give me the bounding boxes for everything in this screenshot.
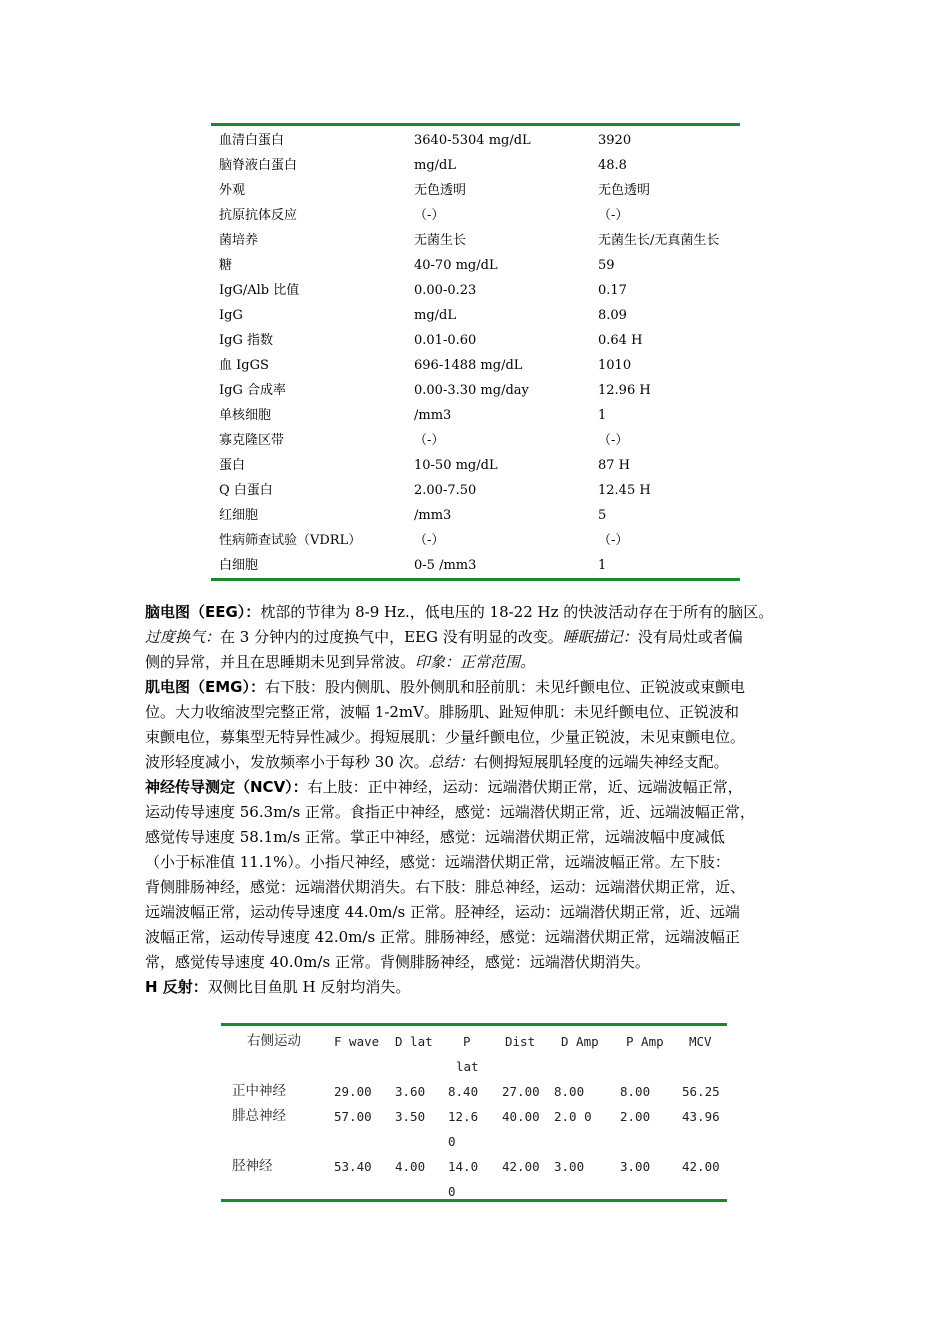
ncv-heading: 神经传导测定（NCV）： [145, 778, 308, 796]
table-row [211, 403, 740, 428]
f-wave-value: 29.00 [334, 1084, 372, 1099]
result-value: 1 [598, 408, 607, 423]
test-name: 白细胞 [219, 558, 259, 573]
ncv-line-2: 运动传导速度 56.3m/s 正常。食指正中神经，感觉：远端潜伏期正常，近、远端波幅正常， [145, 803, 755, 821]
p-amp-value: 8.00 [620, 1084, 651, 1099]
result-value: 8.09 [598, 308, 627, 323]
table-row [211, 553, 740, 578]
test-name: IgG [219, 308, 243, 323]
result-value: 12.96 H [598, 383, 651, 398]
p-lat-value: 12.6 [448, 1109, 479, 1124]
mcv-value: 42.00 [682, 1159, 720, 1174]
column-header: F wave [334, 1034, 380, 1049]
test-name: 单核细胞 [219, 408, 272, 423]
table-row [211, 478, 740, 503]
eeg-line-1: 脑电图（EEG）：枕部的节律为 8-9 Hz.，低电压的 18-22 Hz 的快波活动存在于所有的脑区。 [145, 603, 774, 621]
column-header: P [463, 1034, 471, 1049]
result-value: 87 H [598, 458, 631, 473]
reference-range: 0.00-0.23 [414, 283, 477, 298]
result-value: （-） [598, 533, 629, 548]
p-lat-value-continued: 0 [448, 1134, 456, 1149]
d-lat-value: 3.50 [395, 1109, 426, 1124]
table-row [211, 303, 740, 328]
table-row [211, 278, 740, 303]
p-amp-value: 3.00 [620, 1159, 651, 1174]
reference-range: （-） [414, 208, 445, 223]
d-amp-value: 3.00 [554, 1159, 585, 1174]
emg-line-3: 束颤电位，募集型无特异性减少。拇短展肌：少量纤颤电位，少量正锐波，未见束颤电位。 [145, 728, 746, 746]
d-lat-value: 3.60 [395, 1084, 426, 1099]
eeg-line-2: 过度换气：在 3 分钟内的过度换气中，EEG 没有明显的改变。睡眠描记：没有局灶或者偏 [145, 628, 743, 646]
result-value: 3920 [598, 133, 632, 148]
test-name: IgG 指数 [219, 333, 273, 348]
reference-range: 3640-5304 mg/dL [414, 133, 531, 148]
p-lat-value: 14.0 [448, 1159, 479, 1174]
p-lat-value: 8.40 [448, 1084, 479, 1099]
d-amp-value: 2.0 0 [554, 1109, 592, 1124]
column-header: 右侧运动 [247, 1033, 301, 1049]
p-lat-value-continued: 0 [448, 1184, 456, 1199]
nerve-name: 腓总神经 [232, 1108, 286, 1124]
eeg-line-3: 侧的异常，并且在思睡期未见到异常波。印象：正常范围。 [145, 653, 536, 671]
nerve-name: 胫神经 [232, 1158, 273, 1174]
reference-range: 10-50 mg/dL [414, 458, 498, 473]
test-name: 性病筛查试验（VDRL） [219, 533, 362, 548]
mcv-value: 56.25 [682, 1084, 720, 1099]
f-wave-value: 57.00 [334, 1109, 372, 1124]
column-header: P Amp [626, 1034, 664, 1049]
table-row [211, 153, 740, 178]
reference-range: 40-70 mg/dL [414, 258, 498, 273]
test-name: IgG/Alb 比值 [219, 283, 300, 298]
column-header-continued: lat [456, 1059, 479, 1074]
reference-range: （-） [414, 433, 445, 448]
ncv-line-6: 远端波幅正常，运动传导速度 44.0m/s 正常。胫神经，运动：远端潜伏期正常，近、远端 [145, 903, 740, 921]
reference-range: mg/dL [414, 158, 456, 173]
column-header: D Amp [561, 1034, 599, 1049]
ncv-line-1: 神经传导测定（NCV）：右上肢：正中神经，运动：远端潜伏期正常，近、远端波幅正常， [145, 778, 743, 796]
test-name: 糖 [219, 258, 233, 273]
test-name: IgG 合成率 [219, 383, 286, 398]
table-row [211, 203, 740, 228]
dist-value: 27.00 [502, 1084, 540, 1099]
table-row [211, 228, 740, 253]
emg-heading: 肌电图（EMG）： [145, 678, 265, 696]
column-header: Dist [505, 1034, 536, 1049]
findings-text [145, 600, 815, 1000]
summary-label: 总结： [428, 753, 474, 771]
test-name: 寡克隆区带 [219, 433, 285, 448]
ncv-line-5: 背侧腓肠神经，感觉：远端潜伏期消失。右下肢：腓总神经，运动：远端潜伏期正常，近、 [145, 878, 746, 896]
result-value: 5 [598, 508, 607, 523]
d-lat-value: 4.00 [395, 1159, 426, 1174]
test-name: 血 IgGS [219, 358, 269, 373]
h-reflex-heading: H 反射： [145, 978, 208, 996]
test-name: 红细胞 [219, 508, 259, 523]
h-reflex-line: H 反射：双侧比目鱼肌 H 反射均消失。 [145, 978, 411, 996]
sleep-label: 睡眠描记： [562, 628, 638, 646]
motor-conduction-table [221, 1023, 727, 1202]
impression-label: 印象：正常范围。 [415, 653, 536, 671]
test-name: 血清白蛋白 [219, 133, 285, 148]
eeg-heading: 脑电图（EEG）： [145, 603, 261, 621]
dist-value: 40.00 [502, 1109, 540, 1124]
table-row [211, 453, 740, 478]
reference-range: mg/dL [414, 308, 456, 323]
test-name: 脑脊液白蛋白 [219, 158, 298, 173]
result-value: （-） [598, 208, 629, 223]
column-header: MCV [689, 1034, 712, 1049]
result-value: 无色透明 [598, 183, 651, 198]
reference-range: （-） [414, 533, 445, 548]
test-name: Q 白蛋白 [219, 483, 273, 498]
table-row [211, 503, 740, 528]
result-value: 1 [598, 558, 607, 573]
test-name: 蛋白 [219, 458, 246, 473]
table-row [211, 128, 740, 153]
test-name: 抗原抗体反应 [219, 208, 298, 223]
reference-range: 0-5 /mm3 [414, 558, 477, 573]
mcv-value: 43.96 [682, 1109, 720, 1124]
reference-range: 0.00-3.30 mg/day [414, 383, 529, 398]
result-value: 无菌生长/无真菌生长 [598, 233, 720, 248]
dist-value: 42.00 [502, 1159, 540, 1174]
table-row [211, 378, 740, 403]
result-value: 48.8 [598, 158, 627, 173]
result-value: 0.17 [598, 283, 627, 298]
test-name: 菌培养 [219, 233, 259, 248]
column-header: D lat [395, 1034, 433, 1049]
d-amp-value: 8.00 [554, 1084, 585, 1099]
result-value: 59 [598, 258, 615, 273]
table-row [211, 328, 740, 353]
ncv-line-8: 常，感觉传导速度 40.0m/s 正常。背侧腓肠神经，感觉：远端潜伏期消失。 [145, 953, 650, 971]
test-name: 外观 [219, 183, 246, 198]
reference-range: 2.00-7.50 [414, 483, 477, 498]
ncv-line-4: （小于标准值 11.1%）。小指尺神经，感觉：远端潜伏期正常，远端波幅正常。左下肢： [145, 853, 730, 871]
emg-line-1: 肌电图（EMG）：右下肢：股内侧肌、股外侧肌和胫前肌：未见纤颤电位、正锐波或束颤电 [145, 678, 746, 696]
reference-range: 无菌生长 [414, 233, 467, 248]
result-value: 12.45 H [598, 483, 651, 498]
result-value: 0.64 H [598, 333, 643, 348]
reference-range: 无色透明 [414, 183, 467, 198]
lab-results-table [211, 123, 740, 581]
result-value: （-） [598, 433, 629, 448]
table-row [211, 253, 740, 278]
table-row [211, 178, 740, 203]
nerve-name: 正中神经 [232, 1083, 286, 1099]
reference-range: /mm3 [414, 408, 452, 423]
table-row [211, 428, 740, 453]
p-amp-value: 2.00 [620, 1109, 651, 1124]
ncv-line-3: 感觉传导速度 58.1m/s 正常。掌正中神经，感觉：远端潜伏期正常，远端波幅中度减低 [145, 828, 725, 846]
emg-line-4: 波形轻度减小，发放频率小于每秒 30 次。总结：右侧拇短展肌轻度的远端失神经支配。 [145, 753, 729, 771]
table-row [211, 353, 740, 378]
ncv-line-7: 波幅正常，运动传导速度 42.0m/s 正常。腓肠神经，感觉：远端潜伏期正常，远端波幅正 [145, 928, 740, 946]
emg-line-2: 位。大力收缩波型完整正常，波幅 1-2mV。腓肠肌、趾短伸肌：未见纤颤电位、正锐波和 [145, 703, 739, 721]
table-row [211, 528, 740, 553]
f-wave-value: 53.40 [334, 1159, 372, 1174]
reference-range: /mm3 [414, 508, 452, 523]
reference-range: 0.01-0.60 [414, 333, 477, 348]
hyperventilation-label: 过度换气： [145, 628, 221, 646]
reference-range: 696-1488 mg/dL [414, 358, 523, 373]
result-value: 1010 [598, 358, 632, 373]
